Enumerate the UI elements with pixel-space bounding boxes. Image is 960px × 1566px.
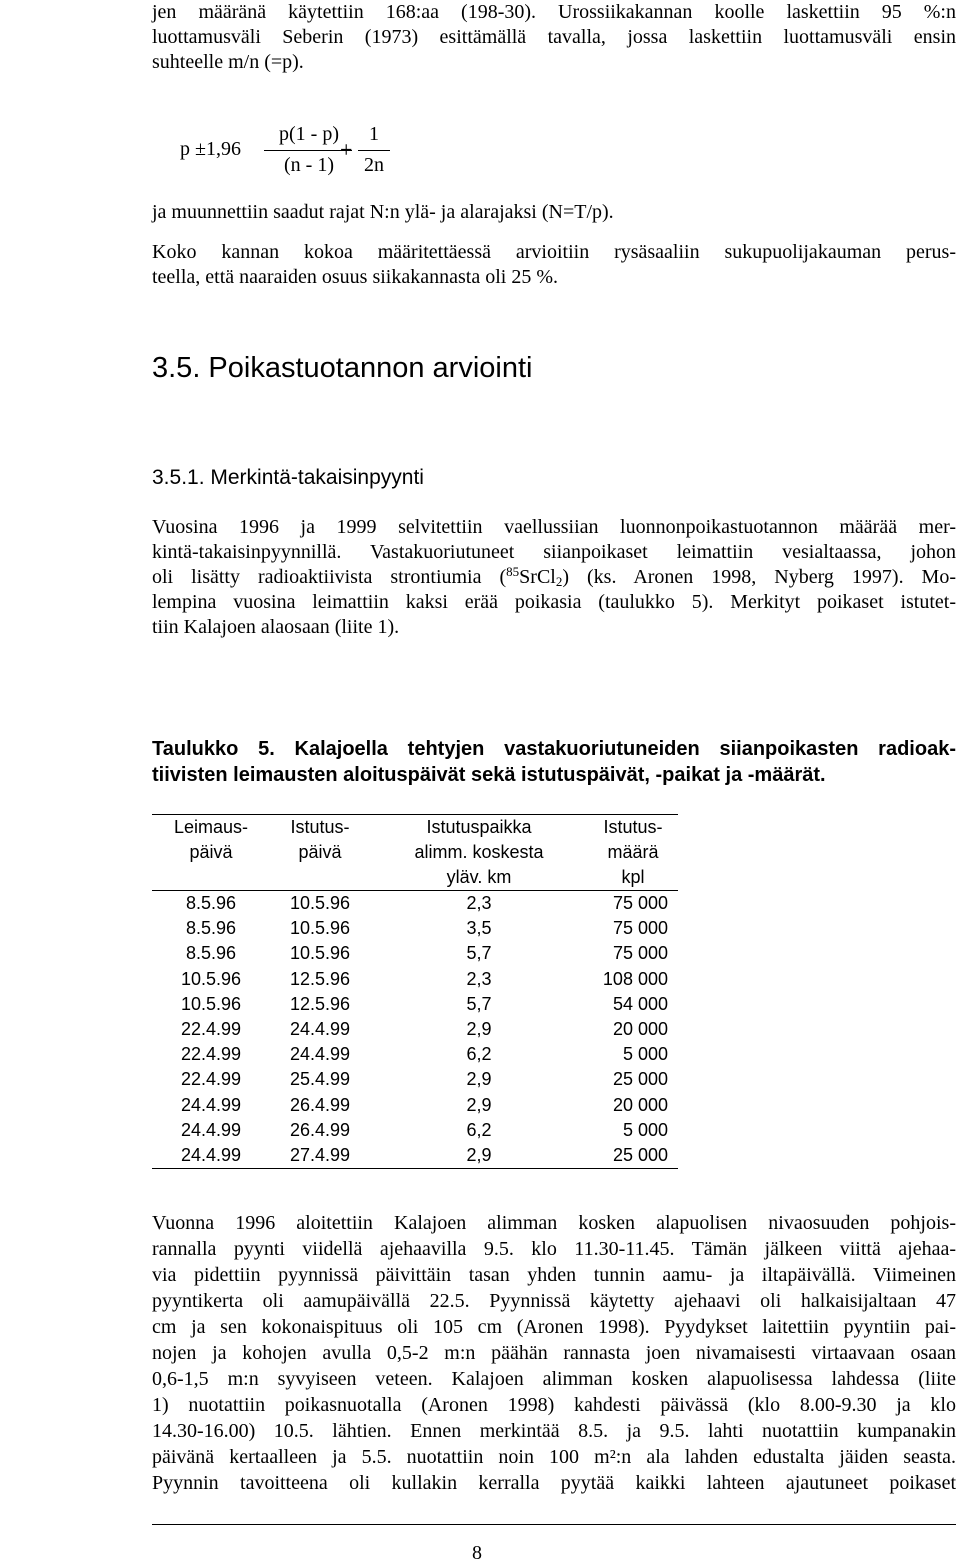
text-line: kintä-takaisinpyynnillä. Vastakuoriutuneet siianpoikaset leimattiin vesialtaassa, johon [152, 541, 956, 563]
text-line: ja muunnettiin saadut rajat N:n ylä- ja alarajaksi (N=T/p). [152, 201, 614, 223]
text-line: tiin Kalajoen alaosaan (liite 1). [152, 616, 400, 638]
section-heading: 3.5. Poikastuotannon arviointi [152, 352, 533, 384]
after-formula-line [152, 200, 956, 225]
fishing-paragraph [152, 1210, 956, 1496]
text-line: jen määränä käytettiin 168:aa (198-30). Urossiikakannan koolle laskettiin 95 %:n [152, 1, 956, 23]
table-row: 22.4.99 24.4.99 2,9 20 000 [180, 1019, 668, 1040]
page-number: 8 [472, 1542, 482, 1564]
text-line: 0,6-1,5 m:n syvyiseen veteen. Kalajoen alimman kosken alapuolisessa lahdessa (liite [152, 1368, 956, 1390]
text-line: cm ja sen kokonaispituus oli 105 cm (Aronen 1998). Pyydykset laitettiin pyyntiin pai- [152, 1316, 956, 1338]
isotope-superscript: 85 [506, 564, 520, 579]
caption-line: Taulukko 5. Kalajoella tehtyjen vastakuoriutuneiden siianpoikasten radioak- [152, 738, 956, 760]
text-line: Pyynnin tavoitteena oli kullakin kerralla pyytää kaikki lahteen ajautuneet poikaset [152, 1472, 956, 1494]
text-line: päivänä kertaalleen ja 5.5. nuotattiin noin 100 m²:n ala lahden edustalta jäiden seasta. [152, 1446, 956, 1468]
header-leimauspaiva: Leimaus- päivä [152, 815, 270, 891]
formula-lead: p ±1,96 [180, 138, 241, 160]
table-row: 24.4.99 27.4.99 2,9 25 000 [152, 1143, 678, 1169]
intro-paragraph [152, 0, 956, 75]
text-line: Vuonna 1996 aloitettiin Kalajoen alimman kosken alapuolisen nivaosuuden pohjois- [152, 1212, 956, 1234]
header-istutuspaikka: Istutuspaikka alimm. koskesta yläv. km [370, 815, 588, 891]
text-line: rannalla pyynti viidellä ajehaavilla 9.5. klo 11.30-11.45. Tämän jälkeen viittä ajehaa- [152, 1238, 956, 1260]
text-line: via pidettiin pyynnissä päivittäin tasan yhden tunnin aamu- ja iltapäivällä. Viimeinen [152, 1264, 956, 1286]
text-line: luottamusväli Seberin (1973) esittämällä tavalla, jossa laskettiin luottamusväli ensin [152, 26, 956, 48]
table-row: 22.4.99 24.4.99 6,2 5 000 [180, 1044, 668, 1065]
formula-denominator-2: 2n [364, 154, 384, 176]
table-row: 22.4.99 25.4.99 2,9 25 000 [180, 1069, 668, 1090]
header-istutusmaara: Istutus- määrä kpl [588, 815, 678, 891]
table-row: 8.5.96 10.5.96 5,7 75 000 [185, 943, 668, 964]
text-line: Koko kannan kokoa määritettäessä arvioitiin rysäsaaliin sukupuolijakauman perus- [152, 241, 956, 263]
table-caption [152, 736, 956, 788]
text-line: oli lisätty radioaktiivista strontiumia ($^{85}$SrCl$_2$) (ks. Aronen 1998, Nyberg 1997). Mo- [152, 564, 956, 589]
table-row: 24.4.99 26.4.99 2,9 20 000 [180, 1094, 668, 1115]
footer-rule [152, 1524, 956, 1525]
fraction-bar [264, 150, 352, 151]
table-header-row [152, 815, 678, 891]
fraction-bar [358, 150, 390, 151]
text-line: pyyntikerta oli aamupäivällä 22.5. Pyynnissä käytetty ajehaavi oli halkaisijaltaan 47 [152, 1290, 956, 1312]
text-line: 1) nuotattiin poikasnuotalla (Aronen 1998) kahdesti päivässä (klo 8.00-9.30 ja klo [152, 1394, 956, 1416]
table-row: 24.4.99 26.4.99 6,2 5 000 [180, 1119, 668, 1140]
text-line: lempina vuosina leimattiin kaksi erää poikasia (taulukko 5). Merkityt poikaset istutet- [152, 591, 956, 613]
formula-numerator-1: p(1 - p) [279, 123, 339, 145]
text-line: teella, että naaraiden osuus siikakannasta oli 25 %. [152, 266, 558, 288]
method-paragraph [152, 515, 956, 640]
formula-subscript: 2 [555, 574, 563, 589]
text-line: Vuosina 1996 ja 1999 selvitettiin vaellussiian luonnonpoikastuotannon määrää mer- [152, 516, 956, 538]
header-istutuspaiva: Istutus- päivä [270, 815, 370, 891]
koko-paragraph [152, 240, 956, 290]
text-line: 14.30-16.00) 10.5. lähtien. Ennen merkintää 8.5. ja 9.5. lahti nuotattiin kumpanakin [152, 1420, 956, 1442]
subsection-heading: 3.5.1. Merkintä-takaisinpyynti [152, 466, 424, 489]
table-row: 10.5.96 12.5.96 2,3 108 000 [180, 968, 668, 989]
table-row: 8.5.96 10.5.96 2,3 75 000 [185, 893, 668, 913]
table-row: 8.5.96 10.5.96 3,5 75 000 [185, 918, 668, 939]
table-row: 10.5.96 12.5.96 5,7 54 000 [180, 993, 668, 1014]
formula-plus: + [340, 137, 353, 162]
text-line: suhteelle m/n (=p). [152, 51, 304, 73]
marking-table [152, 814, 678, 1169]
formula-numerator-2: 1 [369, 123, 379, 145]
caption-line: tiivisten leimausten aloituspäivät sekä istutuspäivät, -paikat ja -määrät. [152, 764, 826, 786]
text-line: nojen ja kohojen avulla 0,5-2 m:n päähän rannasta joen nivamaisesti virtaavaan osaan [152, 1342, 956, 1364]
formula-denominator-1: (n - 1) [284, 154, 334, 176]
